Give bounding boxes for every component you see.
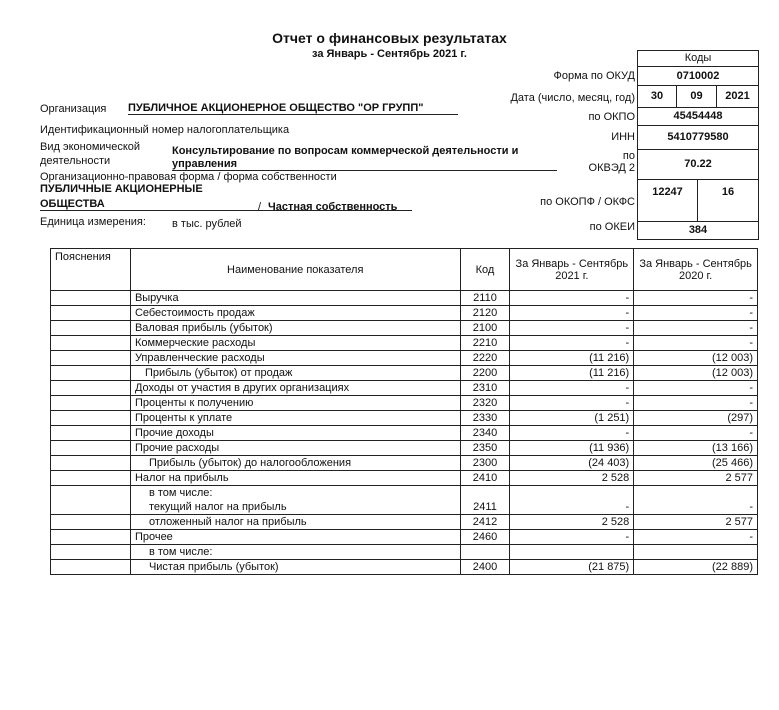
row-value-2021: (11 936) bbox=[510, 441, 634, 456]
row-name: Валовая прибыль (убыток) bbox=[130, 321, 460, 336]
row-value-2021: - bbox=[510, 396, 634, 411]
inn-code: 5410779580 bbox=[637, 126, 759, 150]
row-code: 2320 bbox=[460, 396, 510, 411]
row-name: Коммерческие расходы bbox=[130, 336, 460, 351]
row-name: Прибыль (убыток) до налогообложения bbox=[130, 456, 460, 471]
legal-form-label: Организационно-правовая форма / форма собственности bbox=[40, 171, 337, 183]
row-value-2020: - bbox=[634, 426, 758, 441]
table-row bbox=[51, 366, 758, 381]
table-header-row bbox=[51, 249, 758, 291]
report-title: Отчет о финансовых результатах bbox=[272, 30, 507, 46]
row-value-2020: - bbox=[634, 530, 758, 545]
row-code: 2310 bbox=[460, 381, 510, 396]
row-value-2020: 2 577 bbox=[634, 515, 758, 530]
row-code: 2110 bbox=[460, 291, 510, 306]
table-row bbox=[51, 291, 758, 306]
row-value-2020: - bbox=[634, 291, 758, 306]
table-row bbox=[51, 471, 758, 486]
row-value-2020 bbox=[634, 545, 758, 560]
row-value-2021: (11 216) bbox=[510, 366, 634, 381]
row-code: 2200 bbox=[460, 366, 510, 381]
row-code: 2210 bbox=[460, 336, 510, 351]
activity-label-2: деятельности bbox=[40, 155, 111, 167]
row-code: 2100 bbox=[460, 321, 510, 336]
row-value-2020: - bbox=[634, 381, 758, 396]
row-value-2021: - bbox=[510, 306, 634, 321]
row-value-2021: - bbox=[510, 426, 634, 441]
row-value-2020: - bbox=[634, 306, 758, 321]
row-value-2021: - bbox=[510, 530, 634, 545]
table-row bbox=[51, 396, 758, 411]
okved-code: 70.22 bbox=[637, 150, 759, 180]
organization-label: Организация bbox=[40, 103, 107, 115]
inn-label: ИНН bbox=[611, 131, 635, 143]
row-name: Проценты к уплате bbox=[130, 411, 460, 426]
row-value-2021: 2 528 bbox=[510, 471, 634, 486]
row-value-2020: (13 166) bbox=[634, 441, 758, 456]
row-value-2021: 2 528 bbox=[510, 515, 634, 530]
row-value-2020: 2 577 bbox=[634, 471, 758, 486]
row-name: Прочее bbox=[130, 530, 460, 545]
row-value-2021: (11 216) bbox=[510, 351, 634, 366]
legal-form-value-1: ПУБЛИЧНЫЕ АКЦИОНЕРНЫЕ bbox=[40, 183, 203, 195]
row-code: 2350 bbox=[460, 441, 510, 456]
okopf-okfs-cells bbox=[637, 180, 759, 222]
table-row bbox=[51, 336, 758, 351]
row-code: 2460 bbox=[460, 530, 510, 545]
date-day: 30 bbox=[637, 86, 677, 108]
row-code: 2300 bbox=[460, 456, 510, 471]
row-value-2020: (297) bbox=[634, 411, 758, 426]
financial-results-table bbox=[50, 248, 758, 575]
row-code: 2340 bbox=[460, 426, 510, 441]
okud-code: 0710002 bbox=[637, 66, 759, 86]
row-name: Выручка bbox=[130, 291, 460, 306]
row-name: Управленческие расходы bbox=[130, 351, 460, 366]
row-name: Прочие доходы bbox=[130, 426, 460, 441]
table-row bbox=[51, 306, 758, 321]
report-period: за Январь - Сентябрь 2021 г. bbox=[312, 48, 467, 60]
okved-label-1: по bbox=[622, 150, 635, 162]
okei-code: 384 bbox=[637, 222, 759, 240]
okfs-code: 16 bbox=[698, 180, 759, 222]
date-month: 09 bbox=[677, 86, 717, 108]
row-name: отложенный налог на прибыль bbox=[130, 515, 460, 530]
row-value-2021: (1 251) bbox=[510, 411, 634, 426]
row-name: Прочие расходы bbox=[130, 441, 460, 456]
table-row bbox=[51, 321, 758, 336]
row-name: Доходы от участия в других организациях bbox=[130, 381, 460, 396]
okud-label: Форма по ОКУД bbox=[553, 70, 635, 82]
header-2020: За Январь - Сентябрь 2020 г. bbox=[634, 249, 758, 291]
row-value-2020: - bbox=[634, 336, 758, 351]
table-row bbox=[51, 530, 758, 545]
row-name-line-1: в том числе: bbox=[148, 487, 213, 499]
row-value-2021: - bbox=[510, 381, 634, 396]
table-row bbox=[51, 560, 758, 575]
header-notes: Пояснения bbox=[51, 249, 131, 291]
table-row bbox=[51, 381, 758, 396]
organization-name: ПУБЛИЧНОЕ АКЦИОНЕРНОЕ ОБЩЕСТВО "ОР ГРУПП" bbox=[128, 102, 458, 115]
table-row bbox=[51, 351, 758, 366]
tax-id-label: Идентификационный номер налогоплательщика bbox=[40, 124, 290, 136]
activity-value-2: управления bbox=[172, 158, 557, 171]
date-cells bbox=[637, 86, 759, 108]
row-value-2021: - bbox=[510, 291, 634, 306]
okopf-code: 12247 bbox=[637, 180, 698, 222]
row-value-2020: (22 889) bbox=[634, 560, 758, 575]
ownership-value: Частная собственность bbox=[268, 201, 398, 213]
table-row bbox=[51, 456, 758, 471]
legal-form-slash: / bbox=[258, 201, 262, 213]
table-row bbox=[51, 411, 758, 426]
row-value-2021: (21 875) bbox=[510, 560, 634, 575]
table-row bbox=[51, 545, 758, 560]
row-value-2021: - bbox=[510, 321, 634, 336]
unit-value: в тыс. рублей bbox=[172, 218, 242, 230]
okpo-label: по ОКПО bbox=[588, 111, 635, 123]
row-code: 2330 bbox=[460, 411, 510, 426]
row-code: 2220 bbox=[460, 351, 510, 366]
okopf-label: по ОКОПФ / ОКФС bbox=[540, 196, 635, 208]
row-code: 2411 bbox=[460, 486, 510, 515]
activity-value-1: Консультирование по вопросам коммерческой деятельности и bbox=[172, 145, 519, 157]
legal-form-value-2: ОБЩЕСТВА bbox=[40, 198, 412, 211]
row-code: 2120 bbox=[460, 306, 510, 321]
row-value-2020: - bbox=[634, 396, 758, 411]
row-name: Себестоимость продаж bbox=[130, 306, 460, 321]
codes-header: Коды bbox=[637, 50, 759, 66]
row-name: Проценты к получению bbox=[130, 396, 460, 411]
okei-label: по ОКЕИ bbox=[589, 221, 635, 233]
row-code: 2410 bbox=[460, 471, 510, 486]
row-name: Чистая прибыль (убыток) bbox=[130, 560, 460, 575]
row-value-2021: - bbox=[510, 336, 634, 351]
table-row bbox=[51, 486, 758, 515]
row-value-2020: - bbox=[634, 321, 758, 336]
activity-label-1: Вид экономической bbox=[40, 141, 141, 153]
row-name: Налог на прибыль bbox=[130, 471, 460, 486]
header-code: Код bbox=[460, 249, 510, 291]
table-row bbox=[51, 515, 758, 530]
row-value-2020: (25 466) bbox=[634, 456, 758, 471]
row-value-2021: (24 403) bbox=[510, 456, 634, 471]
row-code bbox=[460, 545, 510, 560]
row-value-2021: - bbox=[510, 486, 634, 515]
okpo-code: 45454448 bbox=[637, 108, 759, 126]
date-year: 2021 bbox=[717, 86, 759, 108]
row-code: 2412 bbox=[460, 515, 510, 530]
unit-label: Единица измерения: bbox=[40, 216, 146, 228]
table-row bbox=[51, 426, 758, 441]
table-row bbox=[51, 441, 758, 456]
codes-box bbox=[637, 50, 759, 240]
row-value-2021 bbox=[510, 545, 634, 560]
row-name bbox=[130, 486, 460, 515]
row-value-2020: - bbox=[634, 486, 758, 515]
row-name: в том числе: bbox=[130, 545, 460, 560]
row-name: Прибыль (убыток) от продаж bbox=[130, 366, 460, 381]
header-name: Наименование показателя bbox=[130, 249, 460, 291]
header-2021: За Январь - Сентябрь 2021 г. bbox=[510, 249, 634, 291]
okved-label-2: ОКВЭД 2 bbox=[588, 162, 635, 174]
row-code: 2400 bbox=[460, 560, 510, 575]
date-label: Дата (число, месяц, год) bbox=[510, 92, 635, 104]
row-value-2020: (12 003) bbox=[634, 366, 758, 381]
row-name-line-2: текущий налог на прибыль bbox=[148, 501, 287, 513]
row-value-2020: (12 003) bbox=[634, 351, 758, 366]
